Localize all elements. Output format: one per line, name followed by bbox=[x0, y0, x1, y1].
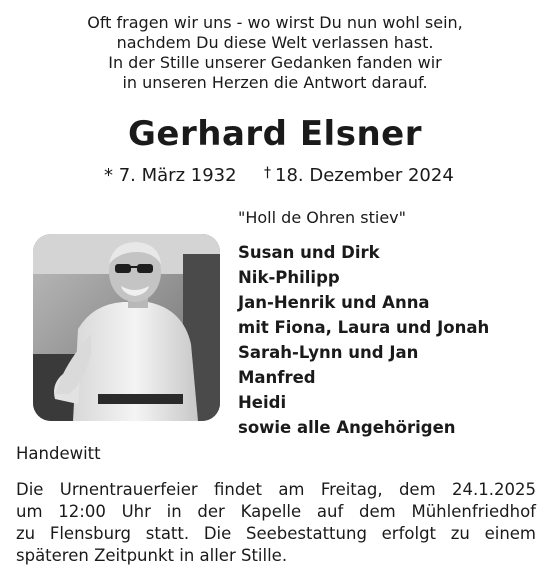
poem-line: in unseren Herzen die Antwort darauf. bbox=[122, 73, 428, 92]
mourner-line: Nik-Philipp bbox=[238, 268, 340, 287]
death-date: 18. Dezember 2024 bbox=[275, 165, 454, 186]
notice-line: Die Urnentrauerfeier findet am Freitag, dem 24.1.2025 bbox=[16, 480, 536, 499]
mourner-line: Jan-Henrik und Anna bbox=[238, 293, 430, 312]
birth-date: * 7. März 1932 bbox=[104, 165, 237, 186]
mourner-line: Sarah-Lynn und Jan bbox=[238, 343, 419, 362]
dagger-icon: † bbox=[264, 165, 271, 181]
portrait-photo-icon bbox=[33, 234, 220, 421]
mourners-list bbox=[238, 240, 489, 440]
deceased-name: Gerhard Elsner bbox=[128, 114, 422, 154]
poem bbox=[0, 13, 550, 93]
death-date-group bbox=[264, 164, 454, 189]
mourner-line: mit Fiona, Laura und Jonah bbox=[238, 318, 490, 337]
motto: "Holl de Ohren stiev" bbox=[238, 208, 406, 227]
notice-line: zu Flensburg statt. Die Seebestattung erfolgt zu einem bbox=[16, 524, 536, 543]
mourner-line: Susan und Dirk bbox=[238, 243, 380, 262]
notice-line: späteren Zeitpunkt in aller Stille. bbox=[16, 546, 288, 565]
poem-line: In der Stille unserer Gedanken fanden wir bbox=[108, 53, 442, 72]
notice-line: um 12:00 Uhr in der Kapelle auf dem Mühlenfriedhof bbox=[16, 502, 536, 521]
mourner-line: Heidi bbox=[238, 393, 287, 412]
place-name: Handewitt bbox=[16, 444, 101, 463]
poem-line: nachdem Du diese Welt verlassen hast. bbox=[116, 33, 434, 52]
poem-line: Oft fragen wir uns - wo wirst Du nun wohl sein, bbox=[87, 13, 463, 32]
funeral-notice bbox=[16, 479, 536, 567]
mourner-line: sowie alle Angehörigen bbox=[238, 418, 456, 437]
mourner-line: Manfred bbox=[238, 368, 316, 387]
